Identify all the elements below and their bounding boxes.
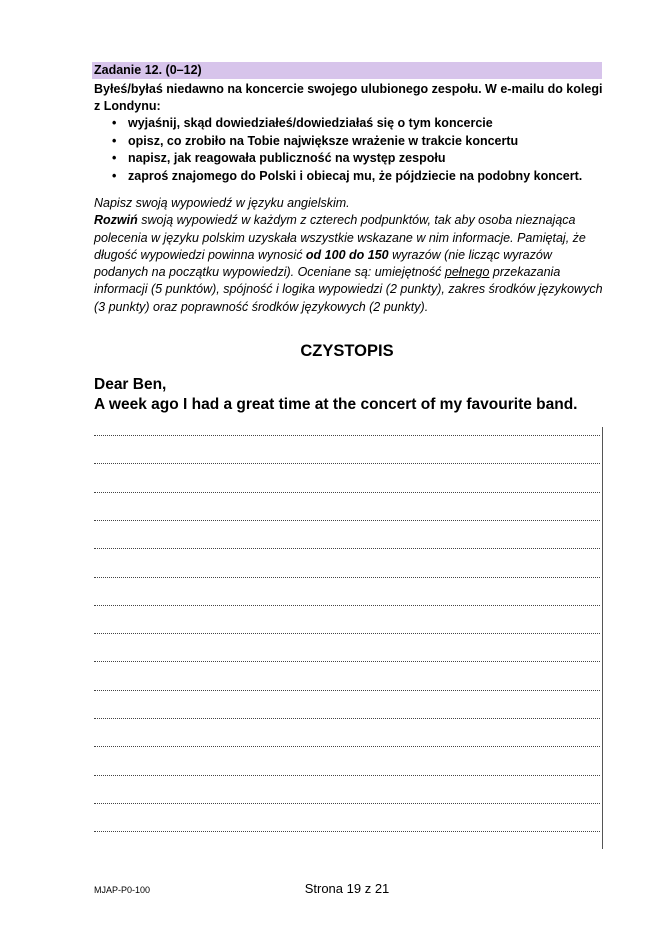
writing-line[interactable] <box>94 633 600 634</box>
bullet-icon: • <box>112 168 117 183</box>
writing-line[interactable] <box>94 492 600 493</box>
task-bullet-3: • napisz, jak reagowała publiczność na występ zespołu <box>112 150 602 168</box>
writing-line[interactable] <box>94 661 600 662</box>
instruction-criteria: Rozwiń swoją wypowiedź w każdym z czterech podpunktów, tak aby osoba nieznająca polecenia w języku polskim uzyskała wszystkie wskazane w nim informacje. Pamiętaj, że długość wypowiedzi powinna wynosić od 100 do 150 wyrazów (nie licząc wyrazów podanych na początku wypowiedzi). Oceniane są: umiejętność pełnego przekazania informacji (5 punktów), spójność i logika wypowiedzi (2 punkty), zakres środków językowych (3 punkty) oraz poprawność środków językowych (2 punkty). <box>94 213 603 314</box>
task-bullet-list <box>112 115 602 185</box>
czystopis-title: CZYSTOPIS <box>300 342 394 360</box>
writing-line[interactable] <box>94 435 600 436</box>
writing-line[interactable] <box>94 775 600 776</box>
task-bullet-1: • wyjaśnij, skąd dowiedziałeś/dowiedziałaś się o tym koncercie <box>112 115 602 133</box>
writing-line[interactable] <box>94 605 600 606</box>
bullet-icon: • <box>112 151 117 165</box>
task-instructions <box>94 195 604 316</box>
task-intro: Byłeś/byłaś niedawno na koncercie swojego ulubionego zespołu. W e-mailu do kolegi z Londynu: <box>94 82 603 113</box>
writing-line[interactable] <box>94 803 600 804</box>
letter-opening: A week ago I had a great time at the concert of my favourite band. <box>94 396 578 413</box>
writing-line[interactable] <box>94 746 600 747</box>
task-bullet-2: • opisz, co zrobiło na Tobie największe wrażenie w trakcie koncertu <box>112 133 602 151</box>
bullet-icon: • <box>112 133 117 148</box>
writing-line[interactable] <box>94 520 600 521</box>
margin-line <box>602 427 603 849</box>
writing-line[interactable] <box>94 718 600 719</box>
writing-line[interactable] <box>94 577 600 578</box>
writing-line[interactable] <box>94 831 600 832</box>
instruction-language: Napisz swoją wypowiedź w języku angielskim. <box>94 196 350 210</box>
writing-area[interactable] <box>94 427 604 849</box>
exam-code: MJAP-P0-100 <box>94 885 151 895</box>
writing-line[interactable] <box>94 463 600 464</box>
task-header: Zadanie 12. (0–12) <box>92 62 602 79</box>
bullet-icon: • <box>112 116 117 130</box>
task-bullet-4: • zaproś znajomego do Polski i obiecaj mu, że pójdziecie na podobny koncert. <box>112 168 602 186</box>
letter-greeting: Dear Ben, <box>94 376 167 393</box>
writing-line[interactable] <box>94 690 600 691</box>
writing-line[interactable] <box>94 548 600 549</box>
page-number: Strona 19 z 21 <box>304 881 390 896</box>
